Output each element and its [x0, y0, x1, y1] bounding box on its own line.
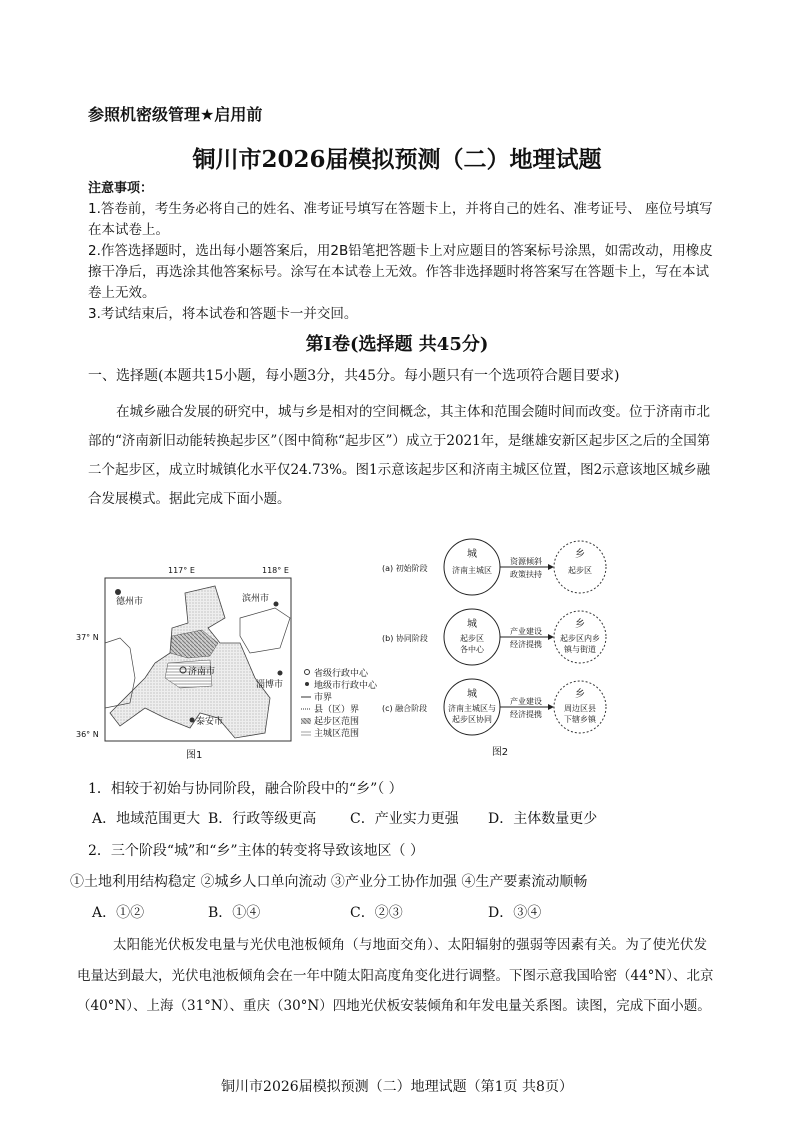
city-marker-icon [278, 671, 283, 676]
arrow-text: 政策扶持 [510, 570, 542, 579]
note-line: 擦干净后，再选涂其他答案标号。涂写在本试卷上无效。作答非选择题时将答案写在答题卡上，写在本试 [88, 264, 709, 280]
lon-label: 118° E [262, 566, 289, 575]
question-stem: 2．三个阶段“城”和“乡”主体的转变将导致该地区（ ） [88, 843, 424, 859]
figure2-diagram [380, 535, 620, 765]
lon-label: 117° E [168, 566, 195, 575]
notes-heading: 注意事项： [88, 181, 154, 196]
lat-label: 36° N [76, 730, 99, 739]
svg-text:起步区范围: 起步区范围 [314, 717, 360, 727]
question-stem: 1．相较于初始与协同阶段，融合阶段中的“乡”（ ） [88, 781, 403, 797]
stage-label: (c) 融合阶段 [382, 704, 428, 713]
passage-line: 合发展模式。据此完成下面小题。 [88, 491, 291, 507]
page-title: 铜川市2026届模拟预测（二）地理试题 [192, 146, 602, 173]
note-line: 3.考试结束后，将本试卷和答题卡一并交回。 [88, 306, 358, 322]
stage-label: (a) 初始阶段 [382, 564, 428, 573]
city-marker-icon [274, 602, 279, 607]
option-d[interactable]: D．③④ [488, 905, 542, 921]
city-marker-icon [115, 589, 121, 595]
option-b[interactable]: B．行政等级更高 [208, 811, 317, 827]
secrecy-label: 参照机密级管理★启用前 [88, 105, 263, 124]
rural-text: 起步区内乡 [560, 634, 600, 643]
figure1-caption: 图1 [186, 750, 203, 761]
section-title: 第Ⅰ卷(选择题 共45分) [305, 334, 489, 355]
rural-title: 乡 [575, 619, 585, 630]
passage-line: 电量达到最大，光伏电池板倾角会在一年中随太阳高度角变化进行调整。下图示意我国哈密（44°N）、北京 [77, 968, 714, 984]
svg-text:地级市行政中心: 地级市行政中心 [314, 681, 378, 691]
arrow-text: 经济提携 [510, 710, 542, 719]
city-title: 城 [467, 619, 477, 630]
passage-line: （40°N）、上海（31°N）、重庆（30°N）四地光伏板安装倾角和年发电量关系图。读图，完成下面小题。 [77, 998, 711, 1014]
city-text: 各中心 [460, 645, 484, 654]
option-a[interactable]: A．①② [92, 905, 145, 921]
page-footer: 铜川市2026届模拟预测（二）地理试题（第1页 共8页） [221, 1079, 573, 1095]
city-title: 城 [467, 549, 477, 560]
city-text: 起步区协同 [452, 715, 492, 724]
arrow-text: 经济提携 [510, 640, 542, 649]
svg-text:主城区范围: 主城区范围 [314, 729, 360, 739]
option-b[interactable]: B．①④ [208, 905, 261, 921]
city-title: 城 [467, 689, 477, 700]
passage-line: 在城乡融合发展的研究中，城与乡是相对的空间概念，其主体和范围会随时间而改变。位于济南市北 [116, 404, 710, 420]
note-line: 卷上无效。 [88, 285, 156, 301]
stage-label: (b) 协同阶段 [382, 634, 428, 643]
arrow-text: 产业建设 [510, 627, 542, 636]
svg-text:省级行政中心: 省级行政中心 [314, 669, 369, 679]
arrow-text: 产业建设 [510, 697, 542, 706]
section-instruction: 一、选择题(本题共15小题，每小题3分，共45分。每小题只有一个选项符合题目要求) [88, 368, 620, 384]
rural-title: 乡 [575, 549, 585, 560]
note-line: 1.答卷前，考生务必将自己的姓名、准考证号填写在答题卡上，并将自己的姓名、准考证号、 座位号填写 [88, 201, 713, 217]
city-marker-icon [190, 718, 195, 723]
rural-text: 起步区 [568, 566, 592, 575]
passage-line: 二个起步区，成立时城镇化水平仅24.73%。图1示意该起步区和济南主城区位置，图2示意该地区城乡融 [88, 462, 711, 478]
rural-text: 周边区县 [564, 704, 596, 713]
city-text: 起步区 [460, 634, 484, 643]
passage-line: 部的“济南新旧动能转换起步区”（图中简称“起步区”）成立于2021年，是继雄安新区起步区之后的全国第 [88, 433, 711, 449]
note-line: 2.作答选择题时，选出每小题答案后，用2B铅笔把答题卡上对应题目的答案标号涂黑，如需改动，用橡皮 [88, 243, 713, 259]
rural-text: 镇与街道 [564, 645, 596, 654]
svg-text:市界: 市界 [314, 693, 333, 703]
arrow-text: 资源倾斜 [510, 557, 542, 566]
figure1-map [76, 548, 390, 763]
lat-label: 37° N [76, 633, 99, 642]
option-c[interactable]: C．②③ [350, 905, 403, 921]
figure2-caption: 图2 [491, 747, 509, 758]
city-text: 济南主城区 [452, 566, 492, 575]
option-d[interactable]: D．主体数量更少 [488, 811, 598, 827]
city-text: 济南主城区与 [448, 704, 496, 713]
city-label: 淄博市 [256, 680, 284, 690]
svg-text:县（区）界: 县（区）界 [314, 705, 360, 715]
figure1-legend [301, 667, 378, 739]
city-label: 滨州市 [242, 594, 270, 604]
question-items: ①土地利用结构稳定 ②城乡人口单向流动 ③产业分工协作加强 ④生产要素流动顺畅 [70, 874, 588, 890]
option-c[interactable]: C．产业实力更强 [350, 811, 459, 827]
city-label: 济南市 [188, 667, 216, 677]
city-label: 德州市 [116, 597, 144, 607]
note-line: 在本试卷上。 [88, 222, 169, 238]
rural-text: 下辖乡镇 [564, 715, 596, 724]
passage-line: 太阳能光伏板发电量与光伏电池板倾角（与地面交角）、太阳辐射的强弱等因素有关。为了使光伏发 [113, 937, 707, 953]
option-a[interactable]: A．地域范围更大 [92, 811, 201, 827]
rural-title: 乡 [575, 689, 585, 700]
city-label: 泰安市 [196, 717, 224, 727]
